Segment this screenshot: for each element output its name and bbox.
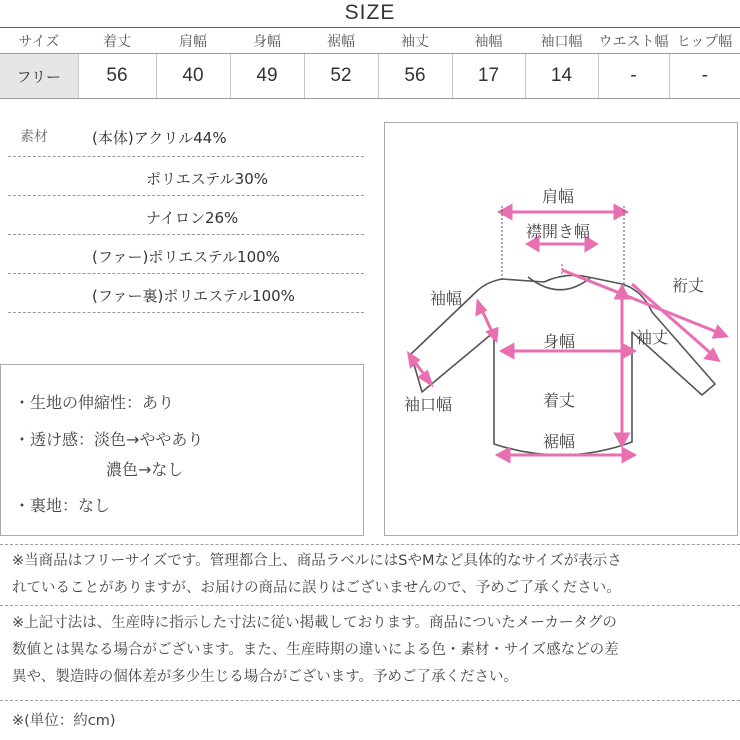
material-line: (本体)アクリル44% [92,129,227,147]
size-table [0,29,740,99]
label-length: 着丈 [543,391,576,410]
value-cell: 40 [156,54,230,99]
notes-divider [0,605,740,606]
note-measurement-2: 数値とは異なる場合がございます。また、生産時期の違いによる色・素材・サイズ感などの差 [12,642,619,658]
value-cell: 17 [452,54,525,99]
sheerness-property: ・透け感：淡色→ややあり [14,430,204,449]
header-cell: 袖丈 [401,34,429,50]
size-cell: フリー [0,54,78,99]
note-measurement-3: 異や、製造時の個体差が多少生じる場合がございます。予めご了承ください。 [12,669,519,685]
material-line: ポリエステル30% [146,170,268,188]
sheerness-dark-property: 濃色→なし [106,460,184,479]
header-cell: 身幅 [253,34,281,50]
value-cell: - [669,54,740,99]
size-title: SIZE [344,1,396,24]
header-cell: ウエスト幅 [598,34,669,50]
label-sleeve-width: 袖幅 [430,289,463,308]
title-divider [0,27,740,28]
header-cell: 袖口幅 [540,34,583,50]
header-cell: 裾幅 [327,34,355,50]
value-cell: 56 [78,54,156,99]
label-raglan-length: 裄丈 [672,276,705,295]
lining-property: ・裏地：なし [14,496,111,515]
label-shoulder: 肩幅 [542,187,575,206]
header-cell: 着丈 [103,34,131,50]
material-line: (ファー)ポリエステル100% [92,248,280,266]
value-cell: 49 [230,54,304,99]
value-cell: 52 [304,54,378,99]
material-line: (ファー裏)ポリエステル100% [92,287,295,305]
value-cell: 56 [378,54,452,99]
value-cell: - [598,54,669,99]
label-cuff-width: 袖口幅 [404,395,453,414]
size-table-header-row [0,29,740,54]
label-hem-width: 裾幅 [543,432,576,451]
stretch-property: ・生地の伸縮性：あり [14,393,175,412]
header-cell: 肩幅 [179,34,207,50]
note-free-size-2: れていることがありますが、お届けの商品に誤りはございませんので、予めご了承ください。 [12,580,621,596]
header-cell: ヒップ幅 [676,34,733,50]
notes-divider [0,700,740,701]
label-sleeve-length: 袖丈 [636,328,669,347]
label-neck-width: 襟開き幅 [526,222,591,241]
material-label: 素材 [20,129,48,145]
note-free-size-1: ※当商品はフリーサイズです。管理都合上、商品ラベルにはSやMなど具体的なサイズが表示さ [12,553,622,569]
header-cell: サイズ [18,34,60,50]
value-cell: 14 [525,54,598,99]
unit-note: ※(単位：約cm) [12,713,116,729]
notes-divider [0,544,740,545]
material-line: ナイロン26% [146,209,239,227]
note-measurement-1: ※上記寸法は、生産時に指示した寸法に従い掲載しております。商品についたメーカータグの [12,615,617,631]
header-cell: 袖幅 [474,34,503,50]
size-table-row [0,54,740,99]
label-body-width: 身幅 [543,332,576,351]
